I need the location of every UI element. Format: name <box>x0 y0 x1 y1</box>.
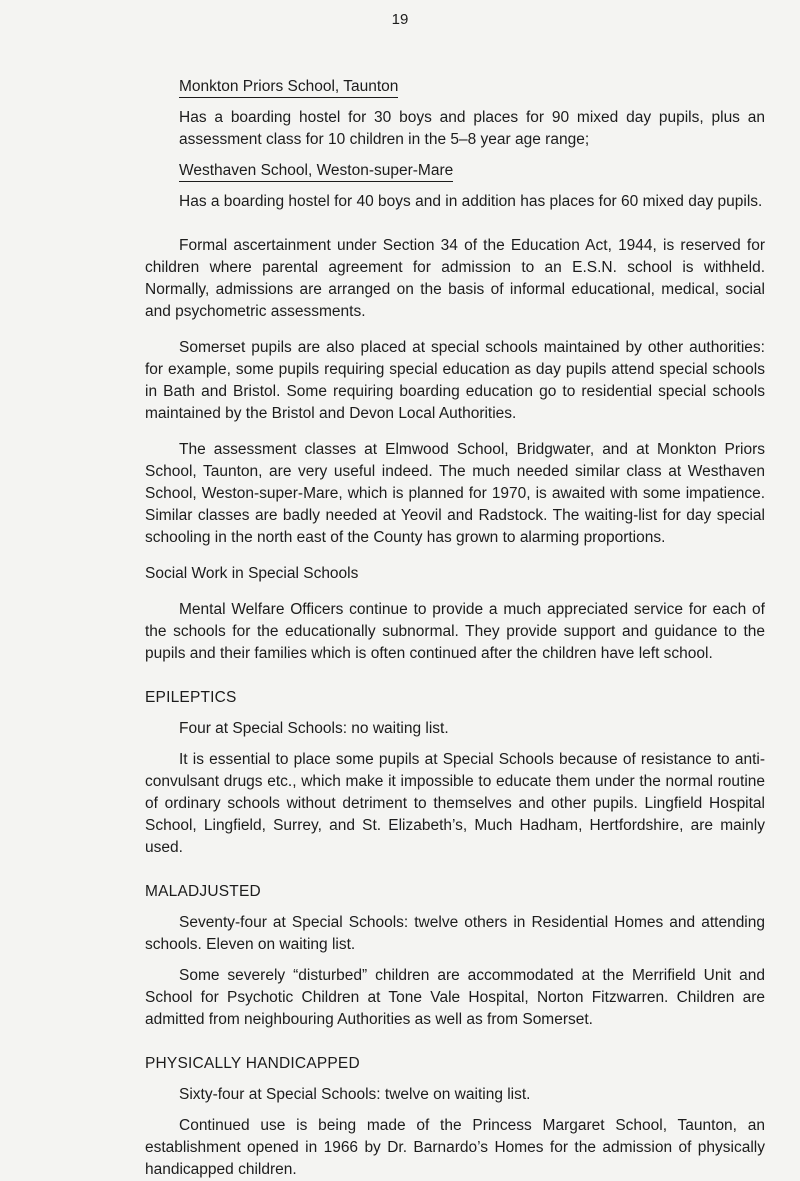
maladjusted-heading: MALADJUSTED <box>145 883 261 900</box>
physically-handicapped-text: Continued use is being made of the Princess Margaret School, Taunton, an establishment opened in 1966 by Dr. Barnardo’s Homes for the admission of physically handicapped children. <box>145 1117 765 1178</box>
physically-handicapped-heading: PHYSICALLY HANDICAPPED <box>145 1055 360 1072</box>
maladjusted-line1: Seventy-four at Special Schools: twelve others in Residential Homes and attending schools. Eleven on waiting list. <box>145 914 765 953</box>
somerset-pupils-paragraph: Somerset pupils are also placed at special schools maintained by other authorities: for example, some pupils requiring special education as day pupils attend special schools in Bath and Bristol. Some requiring boarding education go to residential special schools maintained by the Bristol and Devon Local Authorities. <box>145 339 765 422</box>
monkton-section <box>145 76 765 151</box>
social-work-text: Mental Welfare Officers continue to provide a much appreciated service for each of the schools for the educationally subnormal. They provide support and guidance to the pupils and their families which is often continued after the children have left school. <box>145 601 765 662</box>
page-number: 19 <box>391 11 409 28</box>
assessment-classes-paragraph: The assessment classes at Elmwood School, Bridgwater, and at Monkton Priors School, Taunton, are very useful indeed. The much needed similar class at Westhaven School, Weston-super-Mare, which is planned for 1970, is awaited with some impatience. Similar classes are badly needed at Yeovil and Radstock. The waiting-list for day special schooling in the north east of the County has grown to alarming proportions. <box>145 441 765 546</box>
social-work-section <box>145 563 765 665</box>
formal-ascertainment-paragraph: Formal ascertainment under Section 34 of the Education Act, 1944, is reserved for children where parental agreement for admission to an E.S.N. school is withheld. Normally, admissions are arranged on the basis of informal educational, medical, social and psychometric assessments. <box>145 237 765 320</box>
epileptics-heading: EPILEPTICS <box>145 689 237 706</box>
maladjusted-section <box>145 881 765 1031</box>
physically-handicapped-line1: Sixty-four at Special Schools: twelve on waiting list. <box>179 1086 531 1103</box>
monkton-text: Has a boarding hostel for 30 boys and places for 90 mixed day pupils, plus an assessment class for 10 children in the 5–8 year age range; <box>179 109 765 148</box>
monkton-heading: Monkton Priors School, Taunton <box>179 78 398 98</box>
epileptics-text: It is essential to place some pupils at Special Schools because of resistance to anti-convulsant drugs etc., which make it impossible to educate them under the normal routine of ordinary schools without detriment to themselves and other pupils. Lingfield Hospital School, Lingfield, Surrey, and St. Elizabeth’s, Much Hadham, Hertfordshire, are mainly used. <box>145 751 765 856</box>
page-content <box>145 76 765 1181</box>
westhaven-text: Has a boarding hostel for 40 boys and in addition has places for 60 mixed day pupils. <box>179 193 763 210</box>
epileptics-line1: Four at Special Schools: no waiting list. <box>179 720 449 737</box>
westhaven-section <box>145 160 765 213</box>
maladjusted-text: Some severely “disturbed” children are accommodated at the Merrifield Unit and School for Psychotic Children at Tone Vale Hospital, Norton Fitzwarren. Children are admitted from neighbouring Authorities as well as from Somerset. <box>145 967 765 1028</box>
physically-handicapped-section <box>145 1053 765 1181</box>
westhaven-heading: Westhaven School, Weston-super-Mare <box>179 162 453 182</box>
social-work-heading: Social Work in Special Schools <box>145 565 359 582</box>
epileptics-section <box>145 687 765 859</box>
